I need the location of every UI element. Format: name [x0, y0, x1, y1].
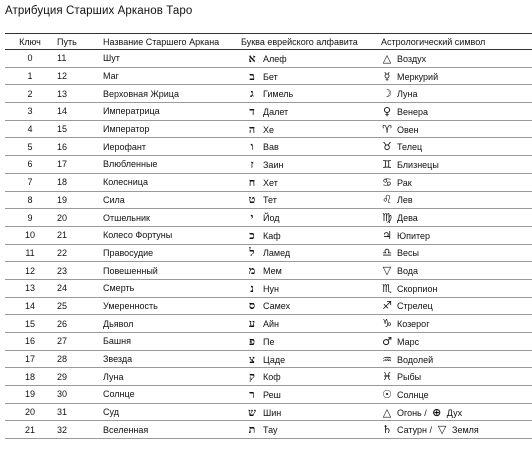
cell-key: 10: [5, 226, 55, 244]
hebrew-letter-glyph: כ: [249, 228, 255, 242]
astro-symbol-icon: ☉: [382, 387, 392, 401]
table-row: [5, 262, 532, 280]
cell-astro-symbol: [377, 120, 532, 138]
cell-key: 2: [5, 85, 55, 103]
astro-name: Сатурн: [397, 425, 428, 436]
header-key: Ключ: [5, 34, 55, 50]
cell-key: 4: [5, 120, 55, 138]
cell-hebrew-letter: [241, 50, 377, 68]
cell-arcana-name: Колесо Фортуны: [103, 226, 241, 244]
cell-hebrew-letter: [241, 279, 377, 297]
cell-hebrew-letter: [241, 421, 377, 439]
hebrew-letter-glyph: ד: [249, 104, 255, 118]
cell-path: 26: [55, 315, 103, 333]
astro-name: Рак: [397, 177, 412, 188]
table-row: [5, 209, 532, 227]
cell-arcana-name: Правосудие: [103, 244, 241, 262]
cell-key: 19: [5, 386, 55, 404]
astro-name: Рыбы: [397, 372, 422, 383]
cell-arcana-name: Влюбленные: [103, 156, 241, 174]
cell-hebrew-letter: [241, 67, 377, 85]
astro-symbol-icon: ☿: [383, 69, 391, 83]
cell-key: 11: [5, 244, 55, 262]
astro-name: Меркурий: [397, 71, 439, 82]
cell-astro-symbol: [377, 226, 532, 244]
hebrew-letter-name: Нун: [263, 283, 279, 294]
astro-symbol-icon: ♄: [382, 423, 392, 437]
cell-path: 14: [55, 103, 103, 121]
astro-name: Солнце: [397, 389, 429, 400]
table-row: [5, 279, 532, 297]
hebrew-letter-name: Мем: [263, 266, 282, 277]
cell-hebrew-letter: [241, 350, 377, 368]
cell-path: 15: [55, 120, 103, 138]
table-row: [5, 156, 532, 174]
hebrew-letter-glyph: ט: [248, 193, 256, 207]
astro-symbol-icon: ♉: [382, 140, 392, 154]
table-row: [5, 333, 532, 351]
cell-path: 18: [55, 173, 103, 191]
cell-arcana-name: Маг: [103, 67, 241, 85]
cell-path: 12: [55, 67, 103, 85]
astro-name: Весы: [397, 248, 419, 259]
cell-hebrew-letter: [241, 386, 377, 404]
astro-symbol-icon: ♈: [382, 122, 392, 136]
cell-path: 17: [55, 156, 103, 174]
astro-separator: /: [424, 407, 427, 418]
cell-arcana-name: Повешенный: [103, 262, 241, 280]
hebrew-letter-name: Коф: [263, 372, 281, 383]
hebrew-letter-name: Йод: [263, 213, 280, 224]
cell-hebrew-letter: [241, 156, 377, 174]
cell-path: 30: [55, 386, 103, 404]
cell-path: 29: [55, 368, 103, 386]
astro-symbol-icon: ♀: [382, 104, 392, 118]
table-row: [5, 315, 532, 333]
hebrew-letter-glyph: ע: [248, 317, 256, 331]
cell-key: 13: [5, 279, 55, 297]
arcana-table: [5, 33, 532, 439]
cell-astro-symbol: [377, 297, 532, 315]
cell-arcana-name: Дьявол: [103, 315, 241, 333]
cell-key: 15: [5, 315, 55, 333]
cell-astro-symbol: [377, 85, 532, 103]
cell-arcana-name: Шут: [103, 50, 241, 68]
cell-hebrew-letter: [241, 403, 377, 421]
astro-symbol-icon: ♓: [382, 370, 392, 384]
astro-name: Козерог: [397, 319, 430, 330]
cell-hebrew-letter: [241, 315, 377, 333]
cell-astro-symbol: [377, 173, 532, 191]
cell-hebrew-letter: [241, 297, 377, 315]
astro-symbol-icon: ♑: [382, 317, 392, 331]
cell-hebrew-letter: [241, 85, 377, 103]
cell-arcana-name: Иерофант: [103, 138, 241, 156]
table-row: [5, 120, 532, 138]
table-row: [5, 403, 532, 421]
astro-symbol-icon: ♏: [382, 281, 392, 295]
hebrew-letter-glyph: ג: [250, 87, 254, 101]
cell-key: 20: [5, 403, 55, 421]
cell-arcana-name: Смерть: [103, 279, 241, 297]
table-row: [5, 103, 532, 121]
astro-name: Огонь: [397, 407, 422, 418]
cell-arcana-name: Сила: [103, 191, 241, 209]
cell-key: 1: [5, 67, 55, 85]
header-path: Путь: [55, 34, 103, 50]
astro-name-2: Земля: [452, 425, 479, 436]
astro-symbol-icon: ♊: [382, 157, 392, 171]
table-header-row: [5, 34, 532, 50]
hebrew-letter-glyph: י: [250, 211, 254, 225]
cell-arcana-name: Суд: [103, 403, 241, 421]
hebrew-letter-name: Алеф: [263, 53, 287, 64]
cell-arcana-name: Башня: [103, 333, 241, 351]
cell-path: 32: [55, 421, 103, 439]
cell-key: 8: [5, 191, 55, 209]
cell-arcana-name: Отшельник: [103, 209, 241, 227]
hebrew-letter-name: Реш: [263, 389, 281, 400]
hebrew-letter-name: Ламед: [263, 248, 291, 259]
header-hebrew-letter: Буква еврейского алфавита: [241, 34, 377, 50]
table-row: [5, 50, 532, 68]
table-row: [5, 138, 532, 156]
table-row: [5, 297, 532, 315]
cell-arcana-name: Умеренность: [103, 297, 241, 315]
cell-key: 7: [5, 173, 55, 191]
cell-hebrew-letter: [241, 191, 377, 209]
cell-path: 20: [55, 209, 103, 227]
table-row: [5, 244, 532, 262]
hebrew-letter-glyph: צ: [249, 352, 255, 366]
table-row: [5, 368, 532, 386]
hebrew-letter-glyph: פ: [249, 334, 255, 348]
cell-astro-symbol: [377, 368, 532, 386]
cell-astro-symbol: [377, 279, 532, 297]
table-row: [5, 386, 532, 404]
cell-path: 23: [55, 262, 103, 280]
hebrew-letter-name: Вав: [263, 142, 279, 153]
cell-astro-symbol: [377, 138, 532, 156]
hebrew-letter-name: Хет: [263, 177, 278, 188]
astro-name: Воздух: [397, 53, 427, 64]
cell-astro-symbol: [377, 244, 532, 262]
table-row: [5, 350, 532, 368]
hebrew-letter-name: Шин: [263, 407, 282, 418]
cell-astro-symbol: [377, 386, 532, 404]
hebrew-letter-glyph: ב: [249, 69, 255, 83]
cell-key: 21: [5, 421, 55, 439]
cell-path: 31: [55, 403, 103, 421]
cell-path: 19: [55, 191, 103, 209]
hebrew-letter-name: Тау: [263, 425, 278, 436]
cell-astro-symbol: [377, 333, 532, 351]
cell-path: 13: [55, 85, 103, 103]
astro-symbol-icon-2: ⊕: [432, 405, 442, 419]
astro-name-2: Дух: [446, 407, 463, 418]
hebrew-letter-glyph: א: [248, 51, 256, 65]
table-body: [5, 50, 532, 439]
astro-symbol-icon: ♌: [382, 193, 392, 207]
cell-astro-symbol: [377, 403, 532, 421]
hebrew-letter-glyph: ח: [248, 175, 256, 189]
cell-key: 12: [5, 262, 55, 280]
cell-hebrew-letter: [241, 138, 377, 156]
cell-key: 16: [5, 333, 55, 351]
hebrew-letter-glyph: ז: [250, 157, 254, 171]
cell-path: 16: [55, 138, 103, 156]
astro-name: Юпитер: [397, 230, 431, 241]
hebrew-letter-name: Цаде: [263, 354, 286, 365]
hebrew-letter-name: Самех: [263, 301, 291, 312]
table-row: [5, 226, 532, 244]
astro-name: Близнецы: [397, 159, 439, 170]
cell-key: 17: [5, 350, 55, 368]
cell-arcana-name: Звезда: [103, 350, 241, 368]
cell-astro-symbol: [377, 103, 532, 121]
cell-key: 9: [5, 209, 55, 227]
table-row: [5, 421, 532, 439]
hebrew-letter-name: Заин: [263, 159, 284, 170]
cell-key: 0: [5, 50, 55, 68]
astro-name: Марс: [397, 336, 420, 347]
hebrew-letter-glyph: ק: [249, 370, 255, 384]
astro-name: Вода: [397, 266, 419, 277]
hebrew-letter-name: Далет: [263, 106, 289, 117]
astro-separator: /: [429, 425, 433, 436]
astro-name: Венера: [397, 106, 428, 117]
hebrew-letter-glyph: מ: [248, 264, 256, 278]
cell-path: 28: [55, 350, 103, 368]
hebrew-letter-glyph: ו: [250, 140, 254, 154]
hebrew-letter-name: Пе: [263, 336, 275, 347]
cell-key: 18: [5, 368, 55, 386]
cell-hebrew-letter: [241, 368, 377, 386]
cell-hebrew-letter: [241, 209, 377, 227]
astro-name: Водолей: [397, 354, 434, 365]
astro-name: Лев: [397, 195, 413, 206]
astro-name: Дева: [397, 213, 418, 224]
page-title: Атрибуция Старших Арканов Таро: [5, 5, 193, 17]
hebrew-letter-name: Гимель: [263, 89, 294, 100]
cell-arcana-name: Верховная Жрица: [103, 85, 241, 103]
astro-symbol-icon: △: [382, 405, 392, 419]
cell-astro-symbol: [377, 262, 532, 280]
astro-symbol-icon: ♍: [382, 211, 392, 225]
cell-key: 5: [5, 138, 55, 156]
cell-astro-symbol: [377, 209, 532, 227]
astro-symbol-icon: ♒: [382, 352, 392, 366]
cell-astro-symbol: [377, 67, 532, 85]
astro-symbol-icon: △: [382, 51, 392, 65]
cell-hebrew-letter: [241, 120, 377, 138]
cell-path: 27: [55, 333, 103, 351]
cell-astro-symbol: [377, 191, 532, 209]
cell-astro-symbol: [377, 421, 532, 439]
cell-path: 25: [55, 297, 103, 315]
hebrew-letter-glyph: ר: [249, 387, 255, 401]
cell-key: 6: [5, 156, 55, 174]
hebrew-letter-name: Айн: [263, 319, 280, 330]
table-row: [5, 67, 532, 85]
hebrew-letter-glyph: ל: [249, 246, 255, 260]
cell-arcana-name: Луна: [103, 368, 241, 386]
cell-key: 3: [5, 103, 55, 121]
astro-name: Стрелец: [397, 301, 433, 312]
hebrew-letter-glyph: ש: [248, 405, 256, 419]
cell-hebrew-letter: [241, 244, 377, 262]
cell-path: 24: [55, 279, 103, 297]
cell-arcana-name: Вселенная: [103, 421, 241, 439]
cell-astro-symbol: [377, 350, 532, 368]
cell-key: 14: [5, 297, 55, 315]
astro-name: Овен: [397, 124, 419, 135]
cell-path: 11: [55, 50, 103, 68]
astro-symbol-icon: ♂: [382, 334, 392, 348]
header-astro-symbol: Астрологический символ: [377, 34, 532, 50]
cell-path: 21: [55, 226, 103, 244]
cell-path: 22: [55, 244, 103, 262]
table-row: [5, 85, 532, 103]
cell-hebrew-letter: [241, 262, 377, 280]
cell-hebrew-letter: [241, 173, 377, 191]
astro-symbol-icon: ♐: [382, 299, 392, 313]
cell-astro-symbol: [377, 50, 532, 68]
astro-symbol-icon: ♎: [382, 246, 392, 260]
astro-symbol-icon: ☽: [382, 87, 392, 101]
astro-symbol-icon-2: ▽: [437, 423, 447, 437]
cell-arcana-name: Император: [103, 120, 241, 138]
hebrew-letter-name: Каф: [263, 230, 281, 241]
astro-name: Скорпион: [397, 283, 438, 294]
cell-astro-symbol: [377, 315, 532, 333]
cell-arcana-name: Солнце: [103, 386, 241, 404]
header-arcana-name: Название Старшего Аркана: [103, 34, 241, 50]
cell-arcana-name: Императрица: [103, 103, 241, 121]
hebrew-letter-glyph: ס: [248, 299, 256, 313]
hebrew-letter-name: Тет: [263, 195, 277, 206]
cell-arcana-name: Колесница: [103, 173, 241, 191]
astro-symbol-icon: ▽: [382, 264, 392, 278]
astro-name: Телец: [397, 142, 423, 153]
astro-symbol-icon: ♋: [382, 175, 392, 189]
hebrew-letter-glyph: נ: [250, 281, 254, 295]
cell-astro-symbol: [377, 156, 532, 174]
astro-symbol-icon: ♃: [382, 228, 392, 242]
hebrew-letter-name: Хе: [263, 124, 275, 135]
cell-hebrew-letter: [241, 333, 377, 351]
hebrew-letter-name: Бет: [263, 71, 278, 82]
table-row: [5, 191, 532, 209]
hebrew-letter-glyph: ה: [248, 122, 256, 136]
table-row: [5, 173, 532, 191]
cell-hebrew-letter: [241, 103, 377, 121]
astro-name: Луна: [397, 89, 418, 100]
hebrew-letter-glyph: ת: [248, 423, 256, 437]
cell-hebrew-letter: [241, 226, 377, 244]
